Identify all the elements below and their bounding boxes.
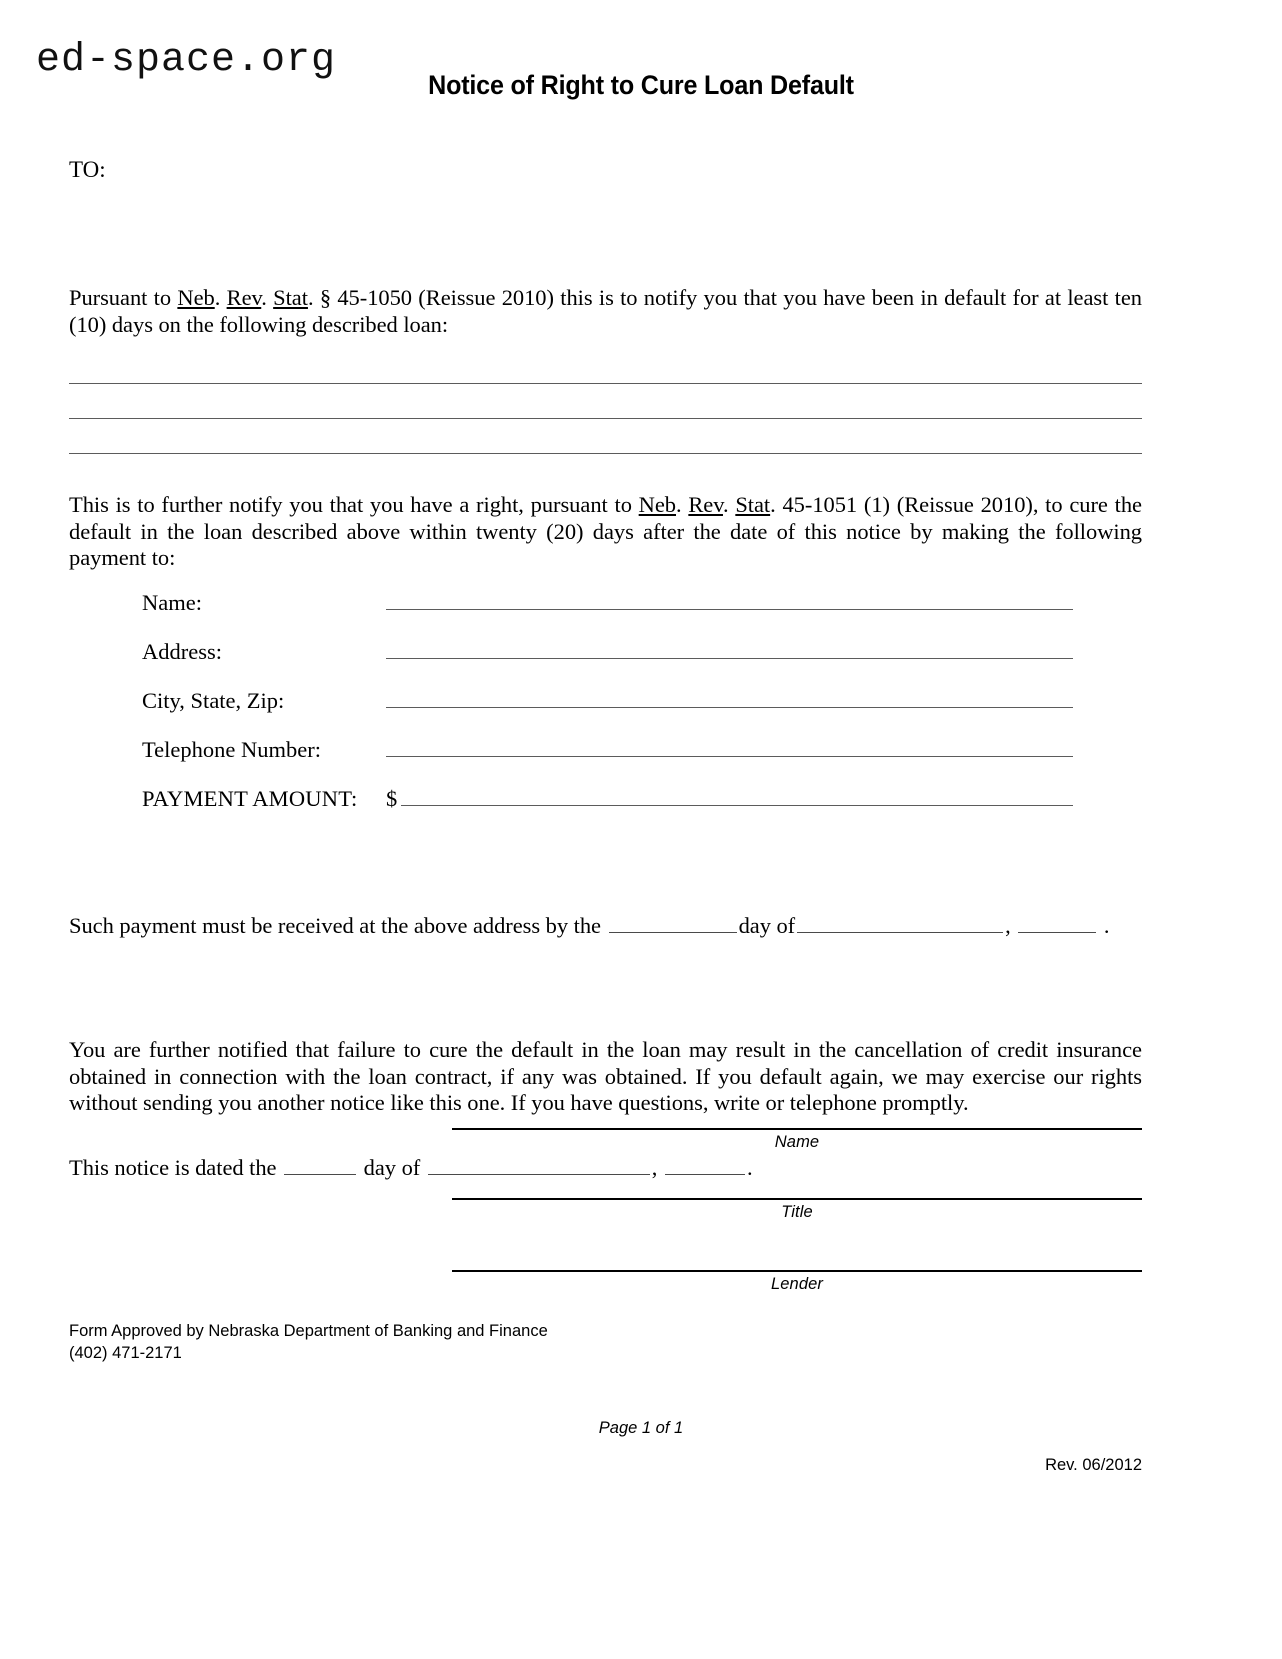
paragraph-notice-dated [69, 1155, 1142, 1182]
field-row-telephone [142, 737, 1073, 786]
notice-dated-day-field[interactable] [284, 1159, 356, 1175]
field-input-address[interactable] [386, 642, 1073, 659]
statute-cite-neb: Neb [177, 285, 215, 310]
field-row-city-state-zip [142, 688, 1073, 737]
approval-agency-line: Form Approved by Nebraska Department of Banking and Finance [69, 1322, 548, 1340]
signature-caption-title: Title [781, 1203, 813, 1221]
field-label-name: Name: [142, 590, 202, 615]
payment-due-text-1: Such payment must be received at the above address by the [69, 913, 607, 938]
currency-symbol: $ [386, 786, 398, 811]
paragraph-payment-due [69, 913, 1142, 940]
statute-cite-rev: Rev [226, 285, 262, 310]
notice-dated-text-1: This notice is dated the [69, 1155, 283, 1180]
signature-row-title [452, 1198, 1142, 1222]
field-label-payment-amount: PAYMENT AMOUNT: [142, 786, 358, 811]
paragraph-1-rest: . § 45-1050 (Reissue 2010) this is to notify you that you have been in default for at least ten (10) days on the following described loan: [69, 285, 1142, 337]
signature-caption-lender: Lender [771, 1275, 823, 1293]
notice-dated-month-field[interactable] [428, 1159, 650, 1175]
payment-due-day-field[interactable] [609, 917, 737, 933]
statute2-cite-rev: Rev [688, 492, 723, 517]
to-label: TO: [69, 157, 106, 182]
statute-sep-1: . [214, 285, 227, 310]
notice-dated-text-4: . [746, 1155, 753, 1180]
notice-dated-year-field[interactable] [665, 1159, 745, 1175]
field-label-city-state-zip: City, State, Zip: [142, 688, 285, 713]
statute2-sep-1: . [676, 492, 689, 517]
field-row-payment-amount [142, 786, 1073, 835]
paragraph-2-rest: . 45-1051 (1) (Reissue 2010), to cure the default in the loan described above within twenty (20) days after the date of this notice by making the following payment to: [69, 492, 1142, 571]
approval-phone-line: (402) 471-2171 [69, 1344, 182, 1363]
notice-dated-text-2: day of [358, 1155, 426, 1180]
statute2-sep-2: . [722, 492, 736, 517]
loan-description-line-3[interactable] [69, 453, 1142, 454]
field-row-address [142, 639, 1073, 688]
signature-row-name [452, 1128, 1142, 1152]
payment-due-year-field[interactable] [1018, 917, 1096, 933]
payment-due-text-3: , [1005, 913, 1017, 938]
paragraph-right-to-cure [69, 492, 1142, 572]
field-input-telephone[interactable] [386, 740, 1073, 757]
page-number-footer: Page 1 of 1 [598, 1419, 684, 1437]
paragraph-statutory-notice [69, 285, 1142, 338]
field-label-address: Address: [142, 639, 222, 664]
payment-due-text-2: day of [738, 913, 796, 938]
paragraph-failure-to-cure: You are further notified that failure to cure the default in the loan may result in the cancellation of credit insurance obtained in connection with the loan contract, if any was obtained. If you default again, we may exercise our rights without sending you another notice like this one. If you have questions, write or telephone promptly. [69, 1037, 1142, 1116]
signature-caption-name: Name [774, 1133, 820, 1151]
form-approval-footer [69, 1320, 548, 1365]
field-input-payment-amount[interactable] [401, 789, 1073, 806]
statute-sep-2: . [261, 285, 274, 310]
field-input-name[interactable] [386, 593, 1073, 610]
payment-due-text-4: . [1098, 913, 1110, 938]
statute-cite-stat: Stat [273, 285, 308, 310]
loan-description-line-2[interactable] [69, 418, 1142, 419]
statute2-cite-neb: Neb [638, 492, 676, 517]
notice-dated-text-3: , [651, 1155, 663, 1180]
payment-due-month-field[interactable] [797, 917, 1003, 933]
field-input-city-state-zip[interactable] [386, 691, 1073, 708]
field-label-telephone: Telephone Number: [142, 737, 321, 762]
page-title: Notice of Right to Cure Loan Default [428, 70, 854, 100]
loan-description-line-1[interactable] [69, 383, 1142, 384]
payment-fields-group [142, 590, 1073, 835]
field-row-name [142, 590, 1073, 639]
paragraph-1-lead: Pursuant to [69, 285, 178, 310]
revision-footer: Rev. 06/2012 [1045, 1456, 1142, 1474]
signature-row-lender [452, 1270, 1142, 1294]
statute2-cite-stat: Stat [735, 492, 771, 517]
paragraph-2-lead: This is to further notify you that you have a right, pursuant to [69, 492, 639, 517]
site-watermark: ed-space.org [36, 38, 337, 83]
